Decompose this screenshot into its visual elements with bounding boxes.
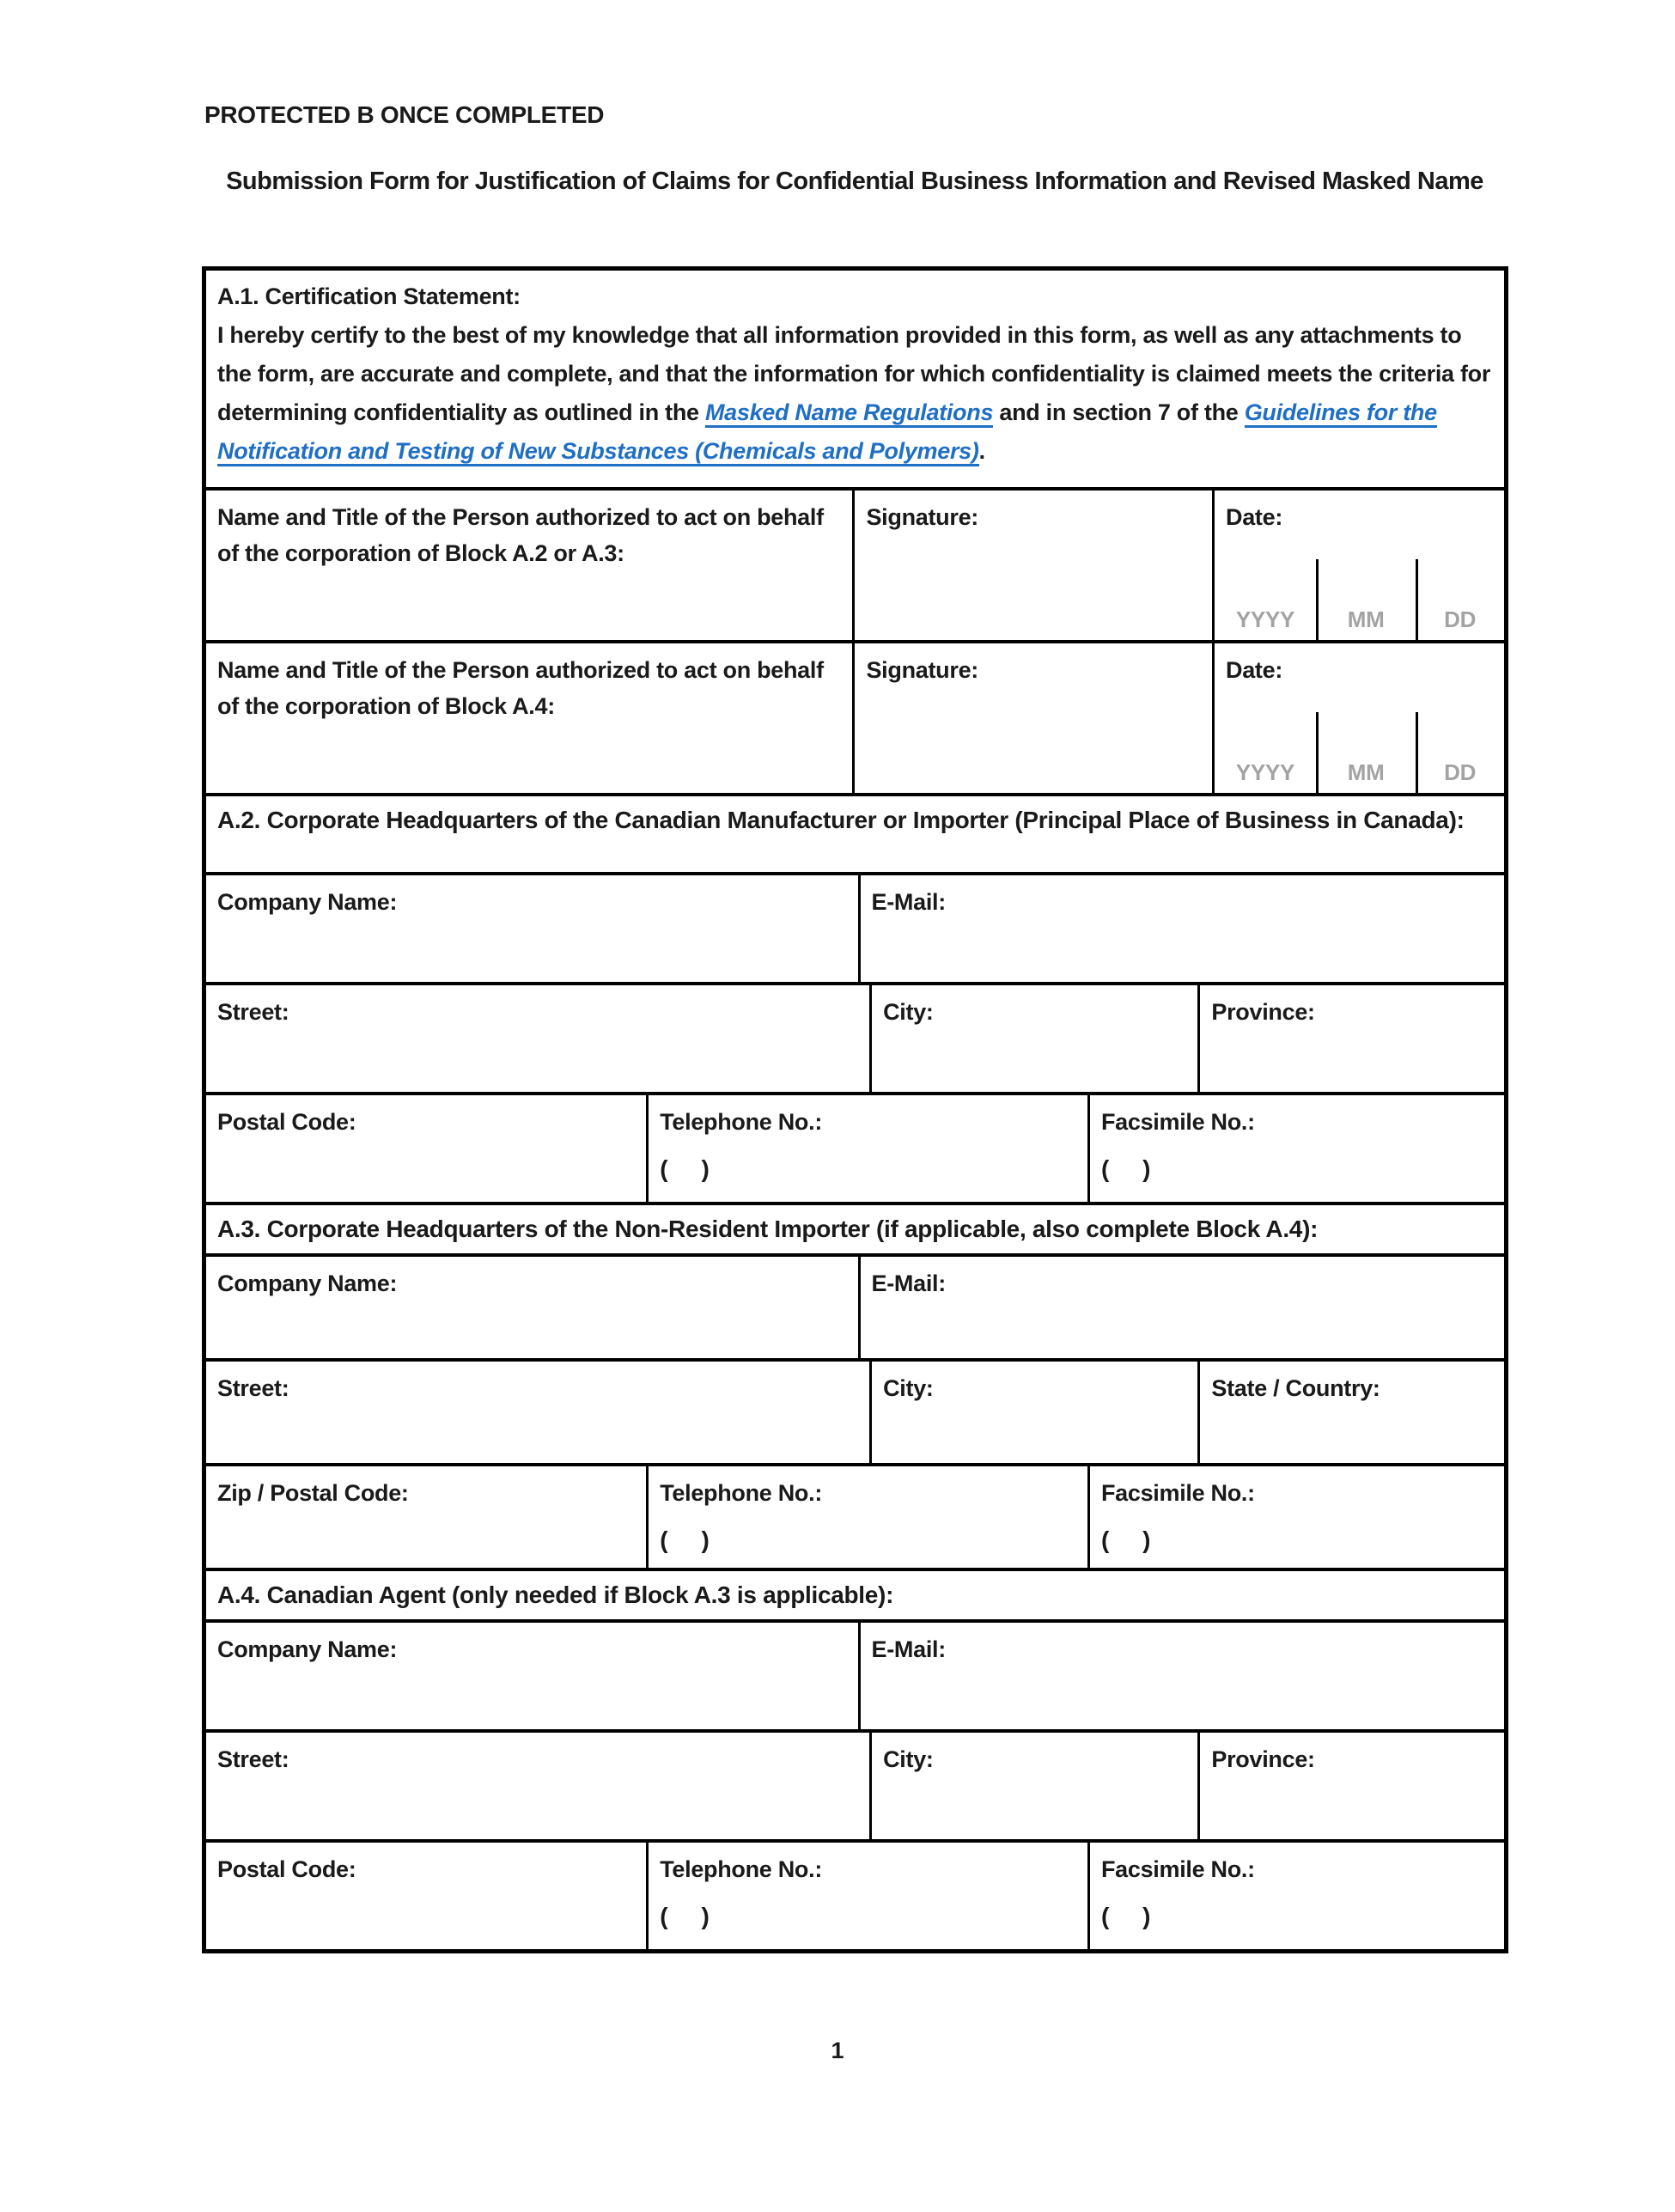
classification-banner: PROTECTED B ONCE COMPLETED <box>204 101 605 128</box>
signature-cell-2[interactable] <box>852 643 1212 793</box>
a4-city-cell[interactable] <box>869 1733 1197 1839</box>
masked-name-regulations-link[interactable]: Masked Name Regulations <box>705 399 993 428</box>
a3-zip-postal-code-cell[interactable] <box>206 1466 646 1568</box>
section-a3-header-row <box>206 1202 1504 1253</box>
a2-postal-row <box>206 1092 1504 1202</box>
section-a2-heading: A.2. Corporate Headquarters of the Canadian Manufacturer or Importer (Principal Place of Business in Canada): <box>217 807 1465 833</box>
a2-city-label: City: <box>883 999 934 1025</box>
day-hint-2: DD <box>1444 759 1477 785</box>
a3-telephone-label: Telephone No.: <box>660 1480 823 1506</box>
a4-company-name-cell[interactable] <box>206 1623 858 1729</box>
a4-postal-code-cell[interactable] <box>206 1843 646 1949</box>
a3-street-label: Street: <box>217 1375 289 1401</box>
a2-telephone-area-code-blank: ( ) <box>660 1155 710 1182</box>
date-cell-2[interactable] <box>1212 643 1504 793</box>
date-label-1: Date: <box>1226 504 1283 530</box>
a2-street-label: Street: <box>217 999 289 1025</box>
a3-facsimile-area-code-blank: ( ) <box>1100 1526 1151 1553</box>
a2-telephone-cell[interactable] <box>646 1095 1087 1202</box>
a4-facsimile-area-code-blank: ( ) <box>1100 1903 1151 1929</box>
date-label-2: Date: <box>1226 657 1283 683</box>
section-a3-heading: A.3. Corporate Headquarters of the Non-Resident Importer (if applicable, also complete Block A.4): <box>217 1216 1319 1242</box>
a4-telephone-area-code-blank: ( ) <box>660 1903 710 1929</box>
page-number: 1 <box>831 2038 844 2063</box>
date-cell-1[interactable] <box>1212 491 1504 640</box>
month-hint-2: MM <box>1347 759 1385 785</box>
section-a2-header-row <box>206 793 1504 872</box>
authorized-person-a2-a3-cell[interactable] <box>206 491 852 640</box>
a2-street-cell[interactable] <box>206 985 869 1092</box>
a2-facsimile-area-code-blank: ( ) <box>1100 1155 1151 1182</box>
submission-form-table <box>202 266 1508 1953</box>
a4-street-label: Street: <box>217 1746 289 1772</box>
a3-facsimile-label: Facsimile No.: <box>1100 1480 1255 1506</box>
a3-state-country-cell[interactable] <box>1197 1362 1504 1463</box>
a4-province-label: Province: <box>1211 1746 1315 1772</box>
a3-zip-postal-code-label: Zip / Postal Code: <box>217 1480 409 1506</box>
a3-street-cell[interactable] <box>206 1362 869 1463</box>
form-title: Submission Form for Justification of Claims for Confidential Business Information and Revised Masked Name <box>226 168 1483 195</box>
a4-street-row <box>206 1729 1504 1839</box>
a3-postal-row <box>206 1463 1504 1568</box>
signature-row-a2-a3 <box>206 487 1504 640</box>
a4-telephone-label: Telephone No.: <box>660 1856 823 1882</box>
a3-company-name-cell[interactable] <box>206 1257 858 1358</box>
authorized-person-a4-label: Name and Title of the Person authorized to act on behalf of the corporation of Block A.4: <box>217 657 824 719</box>
signature-label-1: Signature: <box>866 504 978 530</box>
signature-label-2: Signature: <box>866 657 978 683</box>
a4-postal-row <box>206 1839 1504 1949</box>
a2-facsimile-cell[interactable] <box>1087 1095 1504 1202</box>
month-hint-1: MM <box>1347 606 1385 632</box>
year-hint-1: YYYY <box>1235 606 1295 632</box>
a3-email-cell[interactable] <box>858 1257 1504 1358</box>
a4-postal-code-label: Postal Code: <box>217 1856 356 1882</box>
a2-email-label: E-Mail: <box>871 889 946 915</box>
certification-text-3: . <box>978 438 985 464</box>
a2-postal-code-label: Postal Code: <box>217 1109 356 1135</box>
authorized-person-a4-cell[interactable] <box>206 643 852 793</box>
guidelines-link[interactable]: Guidelines for the Notification and Testing of New Substances (Chemicals and Polymers) <box>217 399 1437 466</box>
a4-province-cell[interactable] <box>1197 1733 1504 1839</box>
a2-city-cell[interactable] <box>869 985 1197 1092</box>
date-format-hint-1 <box>1215 606 1504 633</box>
certification-text-2: and in section 7 of the <box>993 399 1245 425</box>
a3-facsimile-cell[interactable] <box>1087 1466 1504 1568</box>
a2-street-row <box>206 982 1504 1092</box>
a2-company-name-cell[interactable] <box>206 875 858 982</box>
a4-company-row <box>206 1619 1504 1729</box>
a4-email-cell[interactable] <box>858 1623 1504 1729</box>
a2-email-cell[interactable] <box>858 875 1504 982</box>
section-a4-heading: A.4. Canadian Agent (only needed if Block A.3 is applicable): <box>217 1581 894 1608</box>
a3-city-label: City: <box>883 1375 934 1401</box>
a4-street-cell[interactable] <box>206 1733 869 1839</box>
a3-telephone-area-code-blank: ( ) <box>660 1526 710 1553</box>
signature-row-a4 <box>206 640 1504 793</box>
a4-city-label: City: <box>883 1746 934 1772</box>
date-format-hint-2 <box>1215 759 1504 786</box>
certification-heading: A.1. Certification Statement: <box>217 283 521 309</box>
a3-company-name-label: Company Name: <box>217 1271 398 1296</box>
a4-facsimile-label: Facsimile No.: <box>1100 1856 1255 1882</box>
certification-row <box>206 271 1504 487</box>
year-hint-2: YYYY <box>1235 759 1295 785</box>
a3-email-label: E-Mail: <box>871 1271 946 1296</box>
a3-state-country-label: State / Country: <box>1211 1375 1380 1401</box>
certification-block <box>206 271 1504 487</box>
a4-company-name-label: Company Name: <box>217 1636 398 1662</box>
certification-text-1: I hereby certify to the best of my knowledge that all information provided in this form, as well as any attachments to the form, are accurate and complete, and that the information for which confidentiality is claimed meets the criteria for determining confidentiality as outlined in the <box>217 322 1491 425</box>
a2-province-cell[interactable] <box>1197 985 1504 1092</box>
a2-company-name-label: Company Name: <box>217 889 398 915</box>
a4-email-label: E-Mail: <box>871 1636 946 1662</box>
authorized-person-a2-a3-label: Name and Title of the Person authorized to act on behalf of the corporation of Block A.2 or A.3: <box>217 504 824 566</box>
a2-facsimile-label: Facsimile No.: <box>1100 1109 1255 1135</box>
a2-province-label: Province: <box>1211 999 1315 1025</box>
a4-facsimile-cell[interactable] <box>1087 1843 1504 1949</box>
signature-cell-1[interactable] <box>852 491 1212 640</box>
a3-company-row <box>206 1253 1504 1358</box>
a3-city-cell[interactable] <box>869 1362 1197 1463</box>
a4-telephone-cell[interactable] <box>646 1843 1087 1949</box>
a3-telephone-cell[interactable] <box>646 1466 1087 1568</box>
a2-telephone-label: Telephone No.: <box>660 1109 823 1135</box>
a2-company-row <box>206 872 1504 982</box>
a3-street-row <box>206 1358 1504 1463</box>
section-a4-header-row <box>206 1568 1504 1619</box>
day-hint-1: DD <box>1444 606 1477 632</box>
a2-postal-code-cell[interactable] <box>206 1095 646 1202</box>
